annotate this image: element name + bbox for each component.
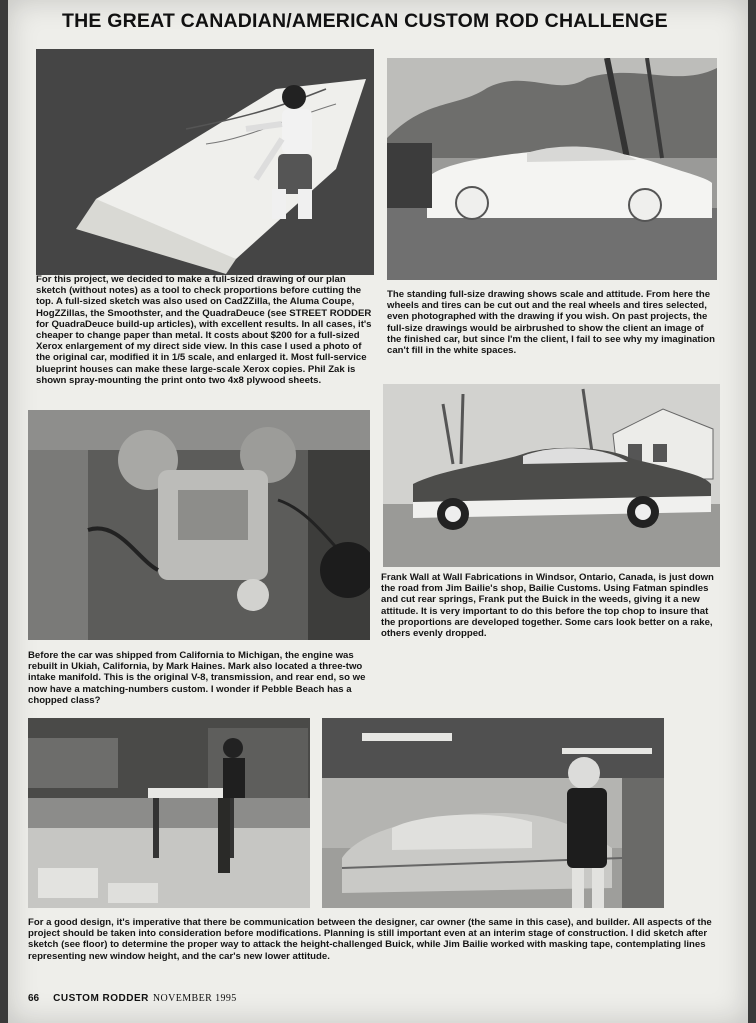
page-number: 66 [28,993,40,1004]
issue-date: NOVEMBER 1995 [152,993,237,1004]
magazine-page [8,0,748,1023]
page-title: THE GREAT CANADIAN/AMERICAN CUSTOM ROD CHALLENGE [62,10,668,32]
magazine-name: CUSTOM RODDER [53,993,149,1004]
photo-lowered-buick [383,384,720,567]
page-footer [28,993,237,1007]
caption-engine: Before the car was shipped from California to Michigan, the engine was rebuilt in Ukiah, California, by Mark Haines. Mark also located a three-two intake manifold. This is the original V-8, transmission, and rear end, so we now have a matching-numbers custom. I wonder if Pebble Beach has a chopped class? [28,650,366,706]
caption-design: For a good design, it's imperative that there be communication between the designer, car owner (the same in this case), and builder. All aspects of the project should be taken into consideration before modifications. Planning is still important even at an interim stage of construction. I did sketch after sketch (see floor) to determine the proper way to attack the height-challenged Buick, while Jim Bailie worked with masking tape, contemplating lines representing new window height, and the car's new lower attitude. [28,917,712,962]
photo-engine [28,410,370,640]
caption-lowered-buick: Frank Wall at Wall Fabrications in Windsor, Ontario, Canada, is just down the road from Jim Bailie's shop, Bailie Customs. Using Fatman spindles and cut rear springs, Frank put the Buick in the weeds, giving it a new attitude. It is very important to do this before the top chop to insure that the proportions are developed together. Some cars look better on a rake, others evenly dropped. [381,572,714,640]
caption-standing-drawing: The standing full-size drawing shows scale and attitude. From here the wheels and tires can be cut out and the real wheels and tires selected, even photographed with the drawing if you wish. On past projects, the full-size drawings would be airbrushed to show the client an image of the finished car, but since I'm the client, I fail to see why my imagination can't fill in the white spaces. [387,289,716,357]
caption-drawing: For this project, we decided to make a full-sized drawing of our plan sketch (without notes) as a tool to check proportions before cutting the top. A full-sized sketch was also used on CadZZilla, the Aluma Coupe, HogZZillas, the Smoothster, and the QuadraDeuce (see STREET RODDER for QuadraDeuce build-up articles), with excellent results. In all cases, it's cheaper to change paper than metal. It costs about $200 for a full-sized Xerox enlargement of my direct side view. In this case I used a photo of the original car, modified it in 1/5 scale, and enlarged it. Most full-service blueprint houses can make these large-scale Xerox copies. Phil Zak is shown spray-mounting the print onto two 4x8 plywood sheets. [36,274,372,386]
photo-design-studio [28,718,310,908]
photo-spray-mounting [36,49,374,275]
photo-masking-tape [322,718,664,908]
photo-full-size-drawing [387,58,717,280]
